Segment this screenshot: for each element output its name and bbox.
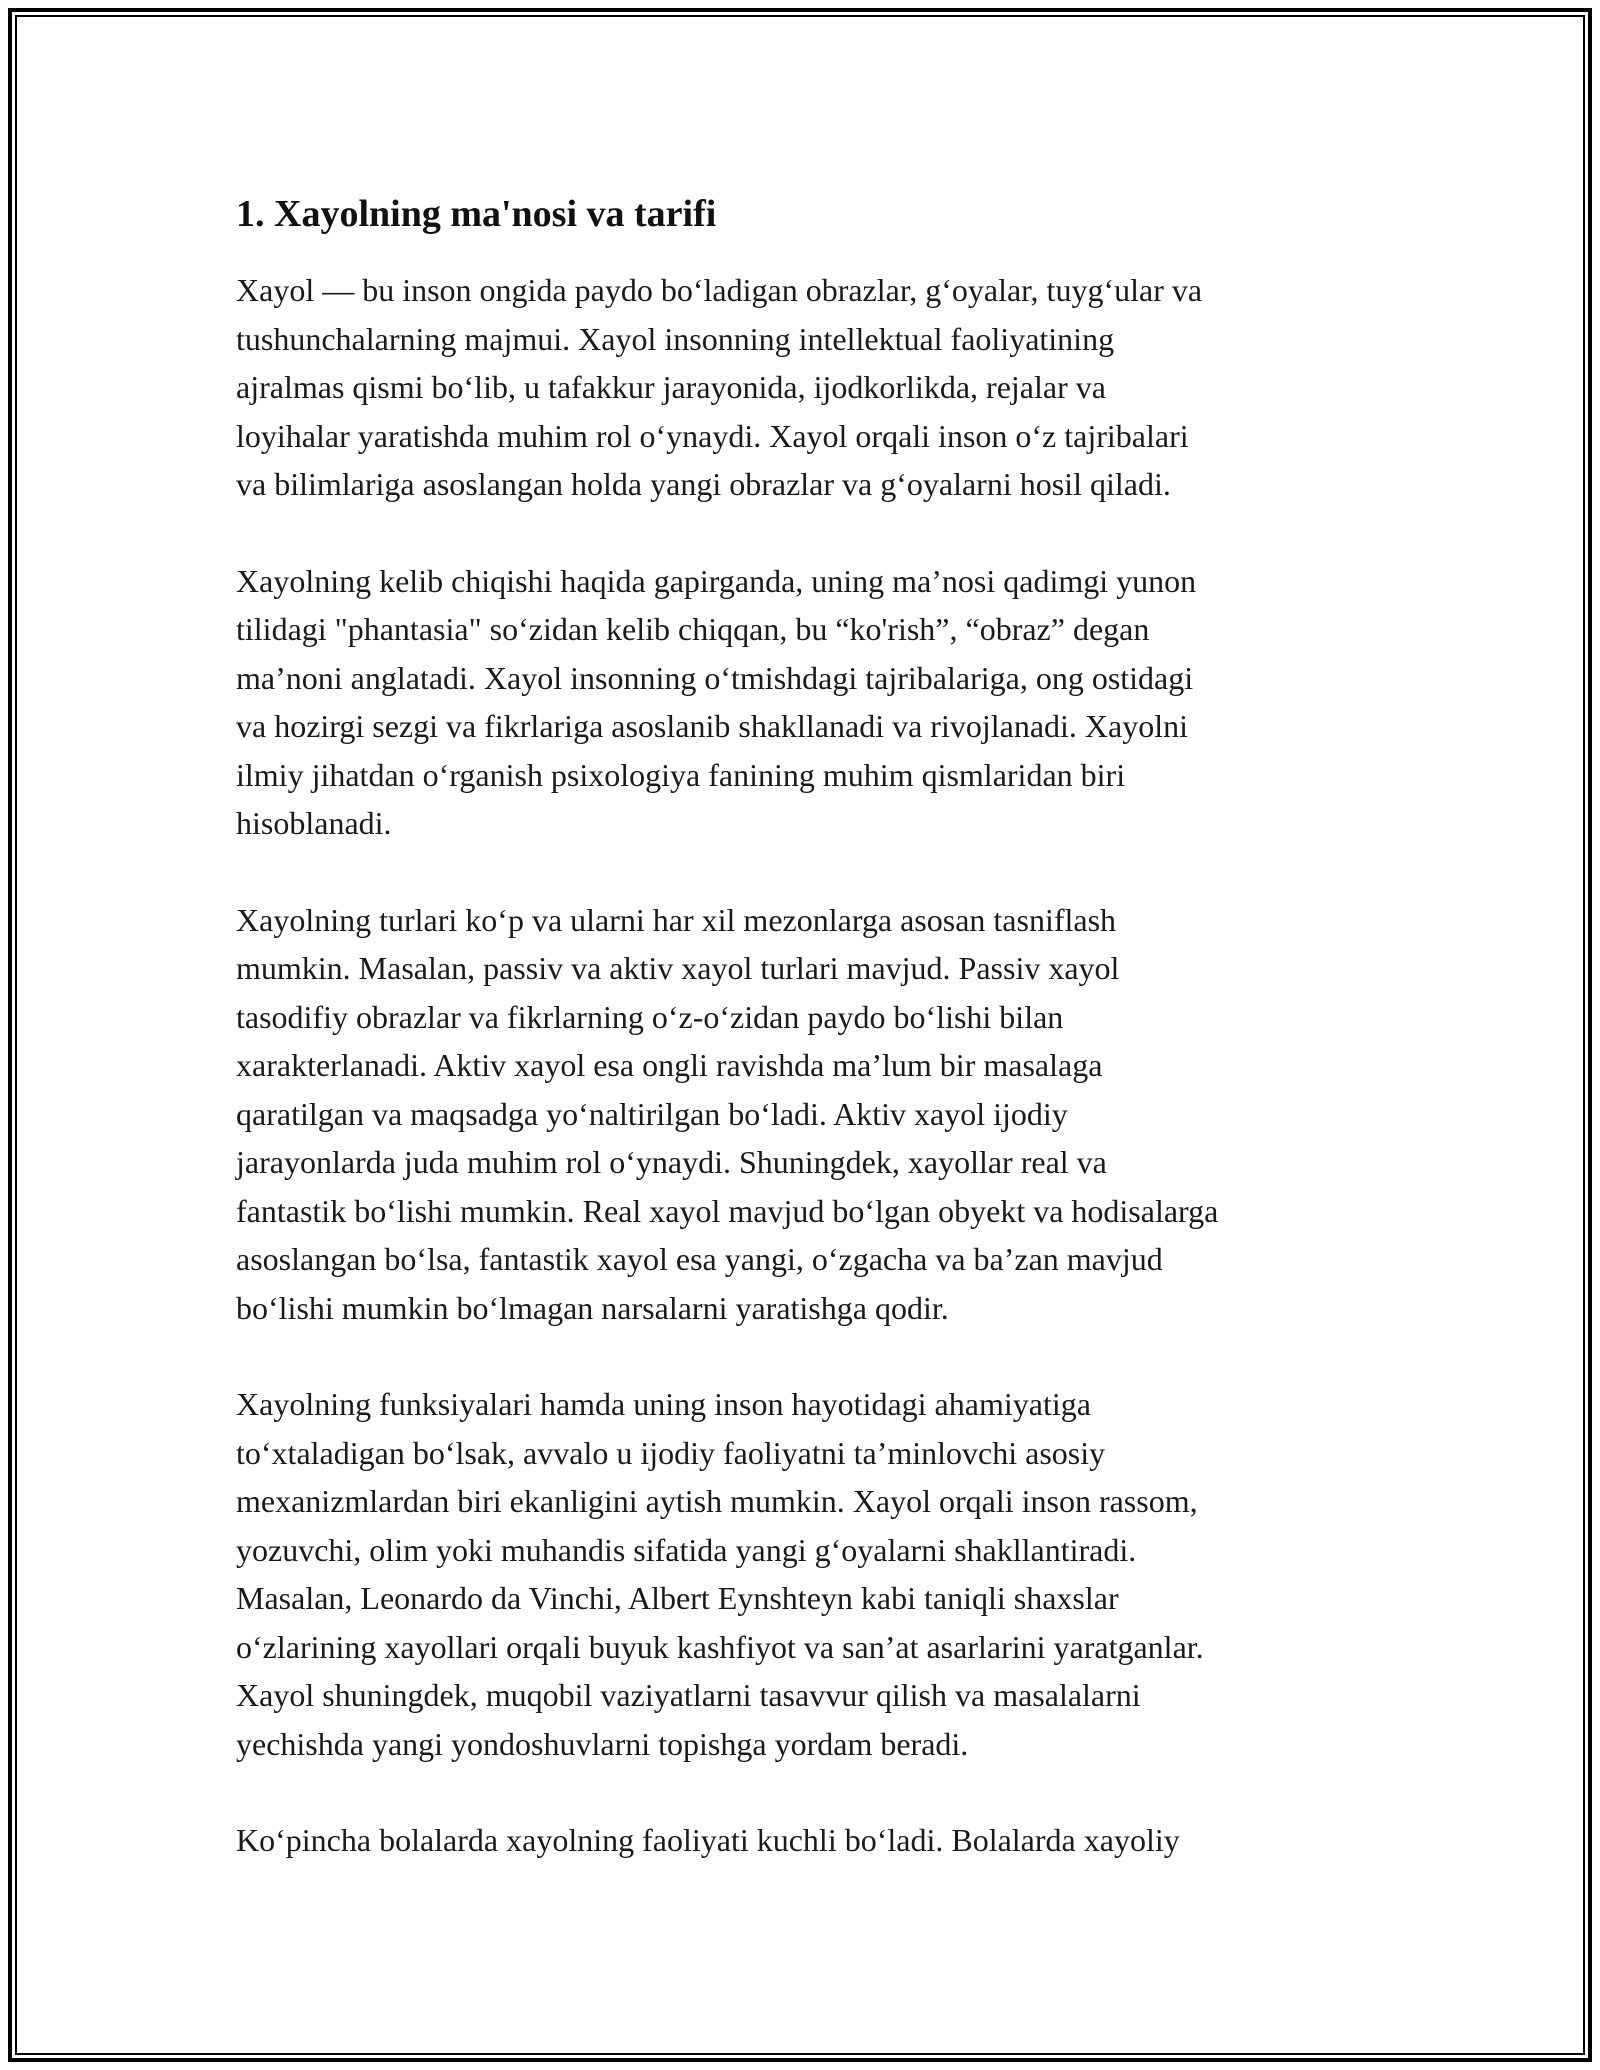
- text-line: ajralmas qismi boʻlib, u tafakkur jarayonida, ijodkorlikda, rejalar va: [236, 369, 1106, 405]
- document-body: [236, 186, 1376, 1913]
- text-line: Masalan, Leonardo da Vinchi, Albert Eynshteyn kabi taniqli shaxslar: [236, 1580, 1119, 1616]
- text-line: va hozirgi sezgi va fikrlariga asoslanib shakllanadi va rivojlanadi. Xayolni: [236, 708, 1189, 744]
- text-line: jarayonlarda juda muhim rol oʻynaydi. Shuningdek, xayollar real va: [236, 1144, 1107, 1180]
- text-line: yechishda yangi yondoshuvlarni topishga yordam beradi.: [236, 1725, 969, 1762]
- text-line: Xayolning turlari koʻp va ularni har xil mezonlarga asosan tasniflash: [236, 901, 1117, 938]
- paragraph-types: [236, 896, 1376, 1333]
- text-line: mexanizmlardan biri ekanligini aytish mumkin. Xayol orqali inson rassom,: [236, 1483, 1198, 1519]
- text-line: Xayol — bu inson ongida paydo boʻladigan obrazlar, gʻoyalar, tuygʻular va: [236, 272, 1203, 308]
- text-line: Xayol shuningdek, muqobil vaziyatlarni tasavvur qilish va masalalarni: [236, 1677, 1141, 1713]
- text-line: Xayolning kelib chiqishi haqida gapirganda, uning ma’nosi qadimgi yunon: [236, 562, 1197, 599]
- text-line: ilmiy jihatdan oʻrganish psixologiya fanining muhim qismlaridan biri: [236, 756, 1126, 793]
- text-line: Xayolning funksiyalari hamda uning inson hayotidagi ahamiyatiga: [236, 1386, 1091, 1422]
- text-line: qaratilgan va maqsadga yoʻnaltirilgan boʻladi. Aktiv xayol ijodiy: [236, 1095, 1068, 1132]
- text-line: tasodifiy obrazlar va fikrlarning oʻz-oʻzidan paydo boʻlishi bilan: [236, 998, 1064, 1035]
- text-line: ma’noni anglatadi. Xayol insonning oʻtmishdagi tajribalariga, ong ostidagi: [236, 659, 1194, 696]
- text-line: Koʻpincha bolalarda xayolning faoliyati kuchli boʻladi. Bolalarda xayoliy: [236, 1822, 1180, 1858]
- text-line: xarakterlanadi. Aktiv xayol esa ongli ravishda ma’lum bir masalaga: [236, 1047, 1103, 1083]
- text-line: tilidagi "phantasia" soʻzidan kelib chiqqan, bu “ko'rish”, “obraz” degan: [236, 611, 1150, 647]
- paragraph-definition: [236, 266, 1376, 509]
- section-heading: 1. Xayolning ma'nosi va tarifi: [236, 193, 717, 235]
- text-line: mumkin. Masalan, passiv va aktiv xayol turlari mavjud. Passiv xayol: [236, 950, 1120, 986]
- paragraph-origin: [236, 557, 1376, 848]
- text-line: asoslangan boʻlsa, fantastik xayol esa yangi, oʻzgacha va ba’zan mavjud: [236, 1241, 1163, 1277]
- text-line: toʻxtaladigan boʻlsak, avvalo u ijodiy faoliyatni ta’minlovchi asosiy: [236, 1434, 1106, 1471]
- text-line: tushunchalarning majmui. Xayol insonning intellektual faoliyatining: [236, 320, 1115, 357]
- text-line: loyihalar yaratishda muhim rol oʻynaydi. Xayol orqali inson oʻz tajribalari: [236, 417, 1189, 454]
- text-line: boʻlishi mumkin boʻlmagan narsalarni yaratishga qodir.: [236, 1289, 949, 1326]
- text-line: oʻzlarining xayollari orqali buyuk kashfiyot va san’at asarlarini yaratganlar.: [236, 1628, 1204, 1665]
- text-line: hisoblanadi.: [236, 805, 392, 841]
- paragraph-children: [236, 1816, 1376, 1865]
- text-line: va bilimlariga asoslangan holda yangi obrazlar va gʻoyalarni hosil qiladi.: [236, 466, 1171, 502]
- text-line: yozuvchi, olim yoki muhandis sifatida yangi gʻoyalarni shakllantiradi.: [236, 1531, 1137, 1568]
- paragraph-functions: [236, 1380, 1376, 1768]
- text-line: fantastik boʻlishi mumkin. Real xayol mavjud boʻlgan obyekt va hodisalarga: [236, 1192, 1219, 1229]
